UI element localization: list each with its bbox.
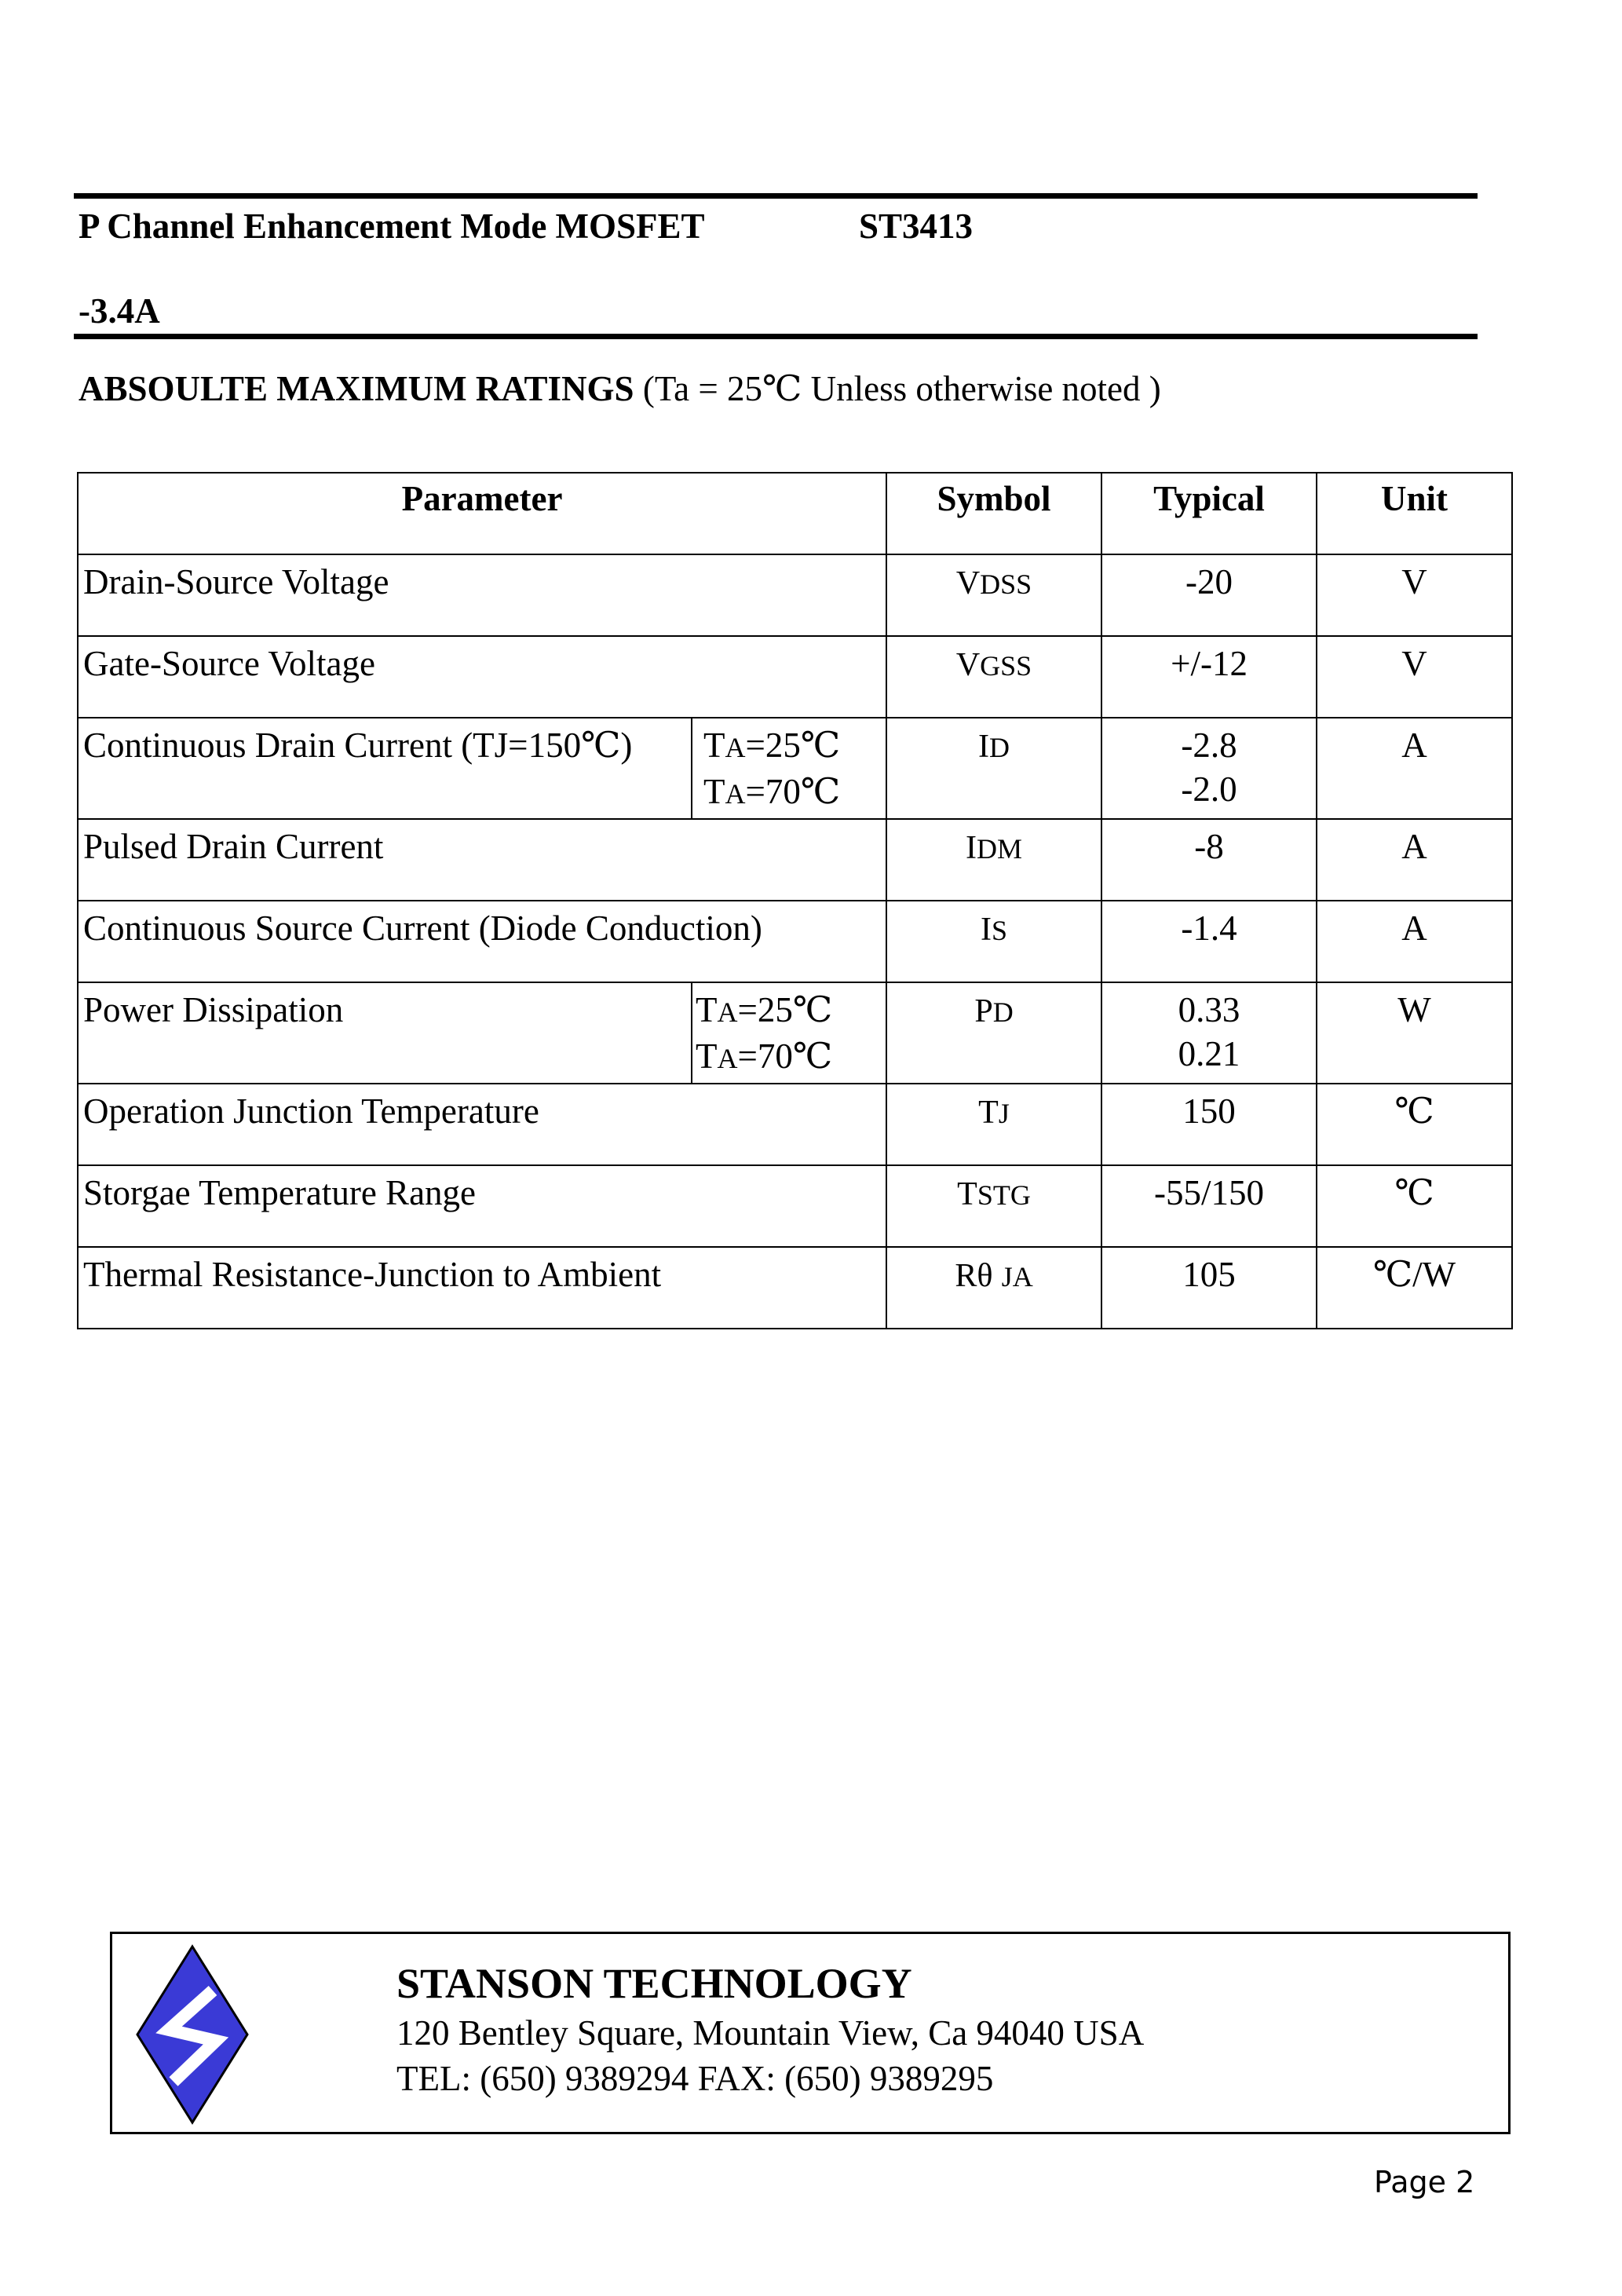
- symbol-main: P: [974, 993, 993, 1029]
- unit-cell: V: [1317, 554, 1512, 636]
- symbol-cell: [886, 819, 1101, 901]
- symbol-sub: S: [992, 915, 1008, 946]
- symbol-sub: D: [989, 732, 1010, 763]
- unit-cell: A: [1317, 901, 1512, 982]
- symbol-sub: JA: [1001, 1261, 1033, 1292]
- cond-symbol: T: [696, 990, 718, 1029]
- unit-cell: V: [1317, 636, 1512, 718]
- part-number: ST3413: [859, 207, 974, 246]
- unit-cell: A: [1317, 819, 1512, 901]
- table-row: [78, 1247, 1512, 1329]
- unit-cell: ℃: [1317, 1084, 1512, 1165]
- symbol-main: I: [981, 912, 992, 948]
- current-rating: -3.4A: [79, 291, 160, 331]
- typical-cell: 105: [1101, 1247, 1317, 1329]
- cond-sub: A: [725, 732, 746, 763]
- symbol-cell: [886, 901, 1101, 982]
- section-condition-note: (Ta = 25℃ Unless otherwise noted ): [642, 369, 1161, 408]
- param-cell: Thermal Resistance-Junction to Ambient: [78, 1247, 886, 1329]
- unit-cell: ℃: [1317, 1165, 1512, 1247]
- condition-line: [696, 1034, 886, 1080]
- bottom-rule: [74, 334, 1478, 339]
- condition-line: [696, 988, 886, 1034]
- param-cell: Gate-Source Voltage: [78, 636, 886, 718]
- condition-line: [703, 770, 886, 816]
- table-row: [78, 1165, 1512, 1247]
- header-symbol: Symbol: [886, 473, 1101, 554]
- symbol-sub: DM: [977, 833, 1023, 865]
- typical-value: 0.21: [1178, 1034, 1240, 1073]
- company-footer: [110, 1932, 1511, 2134]
- param-cell: Pulsed Drain Current: [78, 819, 886, 901]
- symbol-main: V: [955, 647, 981, 683]
- cond-sub: A: [725, 778, 746, 810]
- symbol-sub: STG: [977, 1179, 1031, 1211]
- symbol-main: V: [955, 565, 981, 601]
- cond-value: =70℃: [737, 1036, 833, 1076]
- typical-cell: -20: [1101, 554, 1317, 636]
- param-cell: Operation Junction Temperature: [78, 1084, 886, 1165]
- table-row: [78, 554, 1512, 636]
- table-row: [78, 901, 1512, 982]
- cond-symbol: T: [703, 726, 725, 765]
- param-cell: Continuous Drain Current (TJ=150℃): [78, 718, 692, 819]
- typical-cell: [1101, 982, 1317, 1084]
- symbol-cell: [886, 1247, 1101, 1329]
- company-address: 120 Bentley Square, Mountain View, Ca 94040 USA: [396, 2013, 1145, 2053]
- param-cell: Storgae Temperature Range: [78, 1165, 886, 1247]
- section-heading: [79, 367, 1161, 409]
- condition-cell: [692, 982, 886, 1084]
- stanson-logo-icon: [134, 1943, 250, 2126]
- symbol-sub: J: [998, 1098, 1010, 1129]
- symbol-cell: [886, 1165, 1101, 1247]
- symbol-cell: [886, 718, 1101, 819]
- cond-sub: A: [717, 1043, 738, 1074]
- company-contact: TEL: (650) 9389294 FAX: (650) 9389295: [396, 2059, 994, 2098]
- symbol-cell: [886, 982, 1101, 1084]
- unit-cell: A: [1317, 718, 1512, 819]
- table-row: [78, 982, 1512, 1084]
- header-unit: Unit: [1317, 473, 1512, 554]
- unit-cell: ℃/W: [1317, 1247, 1512, 1329]
- condition-line: [703, 723, 886, 770]
- typical-cell: -1.4: [1101, 901, 1317, 982]
- cond-value: =25℃: [737, 990, 833, 1029]
- cond-value: =70℃: [745, 772, 841, 811]
- table-row: [78, 1084, 1512, 1165]
- symbol-cell: [886, 1084, 1101, 1165]
- symbol-cell: [886, 636, 1101, 718]
- top-rule: [74, 193, 1478, 199]
- typical-cell: -55/150: [1101, 1165, 1317, 1247]
- table-row: [78, 718, 1512, 819]
- cond-symbol: T: [703, 772, 725, 811]
- typical-cell: [1101, 718, 1317, 819]
- symbol-cell: [886, 554, 1101, 636]
- condition-cell: [692, 718, 886, 819]
- symbol-main: Rθ: [955, 1258, 993, 1294]
- param-cell: Continuous Source Current (Diode Conduction): [78, 901, 886, 982]
- cond-value: =25℃: [745, 726, 841, 765]
- cond-sub: A: [717, 996, 738, 1028]
- typical-cell: 150: [1101, 1084, 1317, 1165]
- typical-cell: +/-12: [1101, 636, 1317, 718]
- symbol-main: I: [966, 830, 977, 866]
- symbol-main: I: [978, 729, 990, 765]
- cond-symbol: T: [696, 1036, 718, 1076]
- symbol-sub: DSS: [980, 569, 1032, 600]
- header-parameter: Parameter: [78, 473, 886, 554]
- section-title: ABSOULTE MAXIMUM RATINGS: [79, 369, 634, 408]
- unit-cell: W: [1317, 982, 1512, 1084]
- table-row: [78, 636, 1512, 718]
- param-cell: Power Dissipation: [78, 982, 692, 1084]
- ratings-table: [77, 472, 1513, 1329]
- symbol-sub: D: [992, 996, 1014, 1028]
- typical-value: 0.33: [1178, 990, 1240, 1029]
- table-row: [78, 819, 1512, 901]
- company-name: STANSON TECHNOLOGY: [396, 1960, 912, 2007]
- page-number: Page 2: [1374, 2165, 1475, 2199]
- header-typical: Typical: [1101, 473, 1317, 554]
- symbol-sub: GSS: [980, 650, 1032, 682]
- typical-value: -2.8: [1181, 726, 1237, 765]
- symbol-main: T: [978, 1095, 999, 1131]
- table-header-row: [78, 473, 1512, 554]
- typical-cell: -8: [1101, 819, 1317, 901]
- param-cell: Drain-Source Voltage: [78, 554, 886, 636]
- typical-value: -2.0: [1181, 770, 1237, 809]
- product-type: P Channel Enhancement Mode MOSFET: [79, 207, 705, 246]
- symbol-main: T: [957, 1176, 977, 1212]
